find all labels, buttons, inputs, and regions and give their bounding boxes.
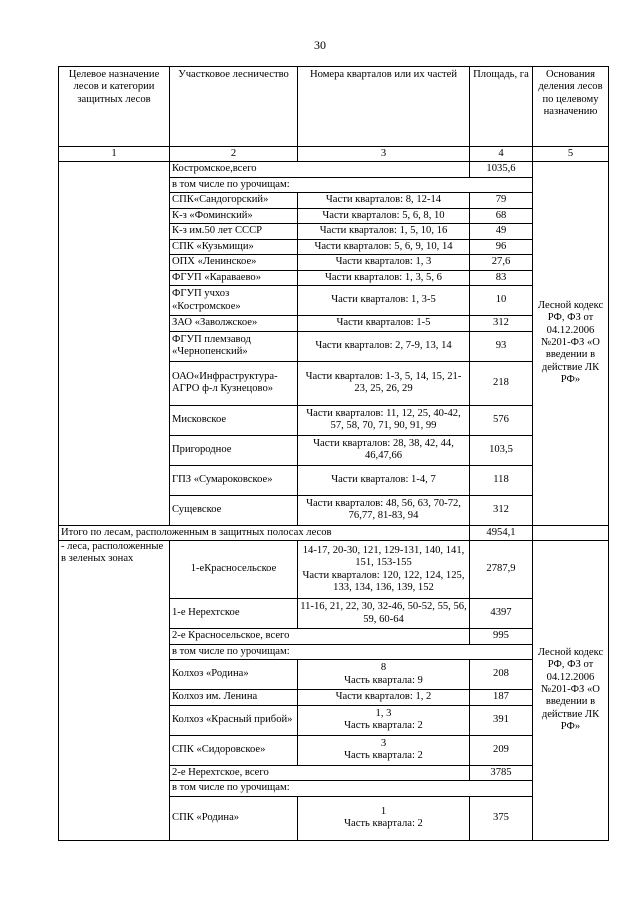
tract-name: Мисковское <box>170 405 298 435</box>
tract-name: Колхоз им. Ленина <box>170 690 298 706</box>
tract-area: 218 <box>470 361 533 405</box>
tract-area: 312 <box>470 316 533 332</box>
tract-quarters: Части кварталов: 1, 5, 10, 16 <box>298 224 470 240</box>
tract-area: 375 <box>470 796 533 840</box>
header-row <box>59 67 609 147</box>
tract-name: СПК «Кузьмищи» <box>170 239 298 255</box>
header-district: Участковое лесничество <box>170 67 298 147</box>
quarters-full: 1, 3 <box>375 707 392 719</box>
tract-quarters: Части кварталов: 1, 2 <box>298 690 470 706</box>
forest-table <box>58 66 609 841</box>
tract-quarters: Части кварталов: 1-4, 7 <box>298 465 470 495</box>
district-total-area: 3785 <box>470 765 533 781</box>
tract-name: СПК«Сандогорский» <box>170 193 298 209</box>
col-number: 1 <box>59 147 170 162</box>
quarters-full: 1 <box>380 805 387 817</box>
tract-name: Колхоз «Красный прибой» <box>170 705 298 735</box>
tract-quarters: Части кварталов: 1-3, 5, 14, 15, 21-23, 25, 26, 29 <box>298 361 470 405</box>
tract-name: ГПЗ «Сумароковское» <box>170 465 298 495</box>
including-label: в том числе по урочищам: <box>170 644 533 660</box>
tract-name: К-з «Фоминский» <box>170 208 298 224</box>
tract-name: Колхоз «Родина» <box>170 660 298 690</box>
tract-name: СПК «Родина» <box>170 796 298 840</box>
tract-area: 103,5 <box>470 435 533 465</box>
table-row <box>59 162 609 178</box>
tract-name: К-з им.50 лет СССР <box>170 224 298 240</box>
tract-name: ФГУП «Караваево» <box>170 270 298 286</box>
including-label: в том числе по урочищам: <box>170 781 533 797</box>
basis-cell: Лесной кодекс РФ, ФЗ от 04.12.2006 №201-ФЗ «О введении в действие ЛК РФ» <box>533 541 609 841</box>
tract-area: 93 <box>470 331 533 361</box>
tract-quarters <box>298 796 470 840</box>
quarters-parts: Часть квартала: 2 <box>344 720 423 731</box>
tract-area: 83 <box>470 270 533 286</box>
header-quarters: Номера кварталов или их частей <box>298 67 470 147</box>
tract-name: ОАО«Инфраструктура-АГРО ф-л Кузнецово» <box>170 361 298 405</box>
tract-name: ОПХ «Ленинское» <box>170 255 298 271</box>
total-row <box>59 525 609 541</box>
header-purpose: Целевое назначение лесов и категории защитных лесов <box>59 67 170 147</box>
tract-quarters <box>298 735 470 765</box>
district-name: 1-еКрасносельское <box>170 541 298 599</box>
tract-area: 10 <box>470 286 533 316</box>
quarters-parts: Части кварталов: 120, 122, 124, 125, 133, 134, 136, 139, 152 <box>302 569 465 593</box>
quarters-full: 14-17, 20-30, 121, 129-131, 140, 141, 151, 153-155 <box>302 544 465 569</box>
district-quarters: 11-16, 21, 22, 30, 32-46, 50-52, 55, 56, 59, 60-64 <box>298 599 470 629</box>
tract-quarters: Части кварталов: 5, 6, 9, 10, 14 <box>298 239 470 255</box>
tract-quarters: Части кварталов: 1-5 <box>298 316 470 332</box>
tract-area: 391 <box>470 705 533 735</box>
tract-area: 96 <box>470 239 533 255</box>
col-number: 4 <box>470 147 533 162</box>
tract-name: ЗАО «Заволжское» <box>170 316 298 332</box>
district-name: 1-е Нерехтское <box>170 599 298 629</box>
quarters-parts: Часть квартала: 2 <box>344 818 423 829</box>
tract-area: 27,6 <box>470 255 533 271</box>
tract-quarters: Части кварталов: 5, 6, 8, 10 <box>298 208 470 224</box>
district-quarters <box>298 541 470 599</box>
header-basis: Основания деления лесов по целевому назначению <box>533 67 609 147</box>
tract-quarters: Части кварталов: 1, 3, 5, 6 <box>298 270 470 286</box>
category-green-zones: - леса, расположенные в зеленых зонах <box>59 541 170 841</box>
quarters-parts: Часть квартала: 9 <box>344 674 423 686</box>
tract-name: ФГУП учхоз «Костромское» <box>170 286 298 316</box>
tract-name: ФГУП племзавод «Чернопенский» <box>170 331 298 361</box>
district-total-area: 1035,6 <box>470 162 533 178</box>
header-area: Площадь, га <box>470 67 533 147</box>
tract-area: 187 <box>470 690 533 706</box>
tract-name: Сущевское <box>170 495 298 525</box>
tract-area: 79 <box>470 193 533 209</box>
total-label: Итого по лесам, расположенным в защитных полосах лесов <box>59 525 470 541</box>
col-number: 2 <box>170 147 298 162</box>
category-cell-empty <box>59 162 170 526</box>
tract-area: 68 <box>470 208 533 224</box>
tract-quarters: Части кварталов: 11, 12, 25, 40-42, 57, 58, 70, 71, 90, 91, 99 <box>298 405 470 435</box>
tract-name: СПК «Сидоровское» <box>170 735 298 765</box>
total-area: 4954,1 <box>470 525 533 541</box>
quarters-full: 3 <box>380 737 387 749</box>
district-area: 2787,9 <box>470 541 533 599</box>
table-row <box>59 541 609 599</box>
tract-quarters: Части кварталов: 1, 3-5 <box>298 286 470 316</box>
tract-area: 576 <box>470 405 533 435</box>
col-number: 3 <box>298 147 470 162</box>
tract-area: 208 <box>470 660 533 690</box>
tract-quarters: Части кварталов: 8, 12-14 <box>298 193 470 209</box>
col-number: 5 <box>533 147 609 162</box>
district-total-name: Костромское,всего <box>170 162 470 178</box>
tract-quarters: Части кварталов: 2, 7-9, 13, 14 <box>298 331 470 361</box>
tract-quarters: Части кварталов: 1, 3 <box>298 255 470 271</box>
district-total-name: 2-е Нерехтское, всего <box>170 765 470 781</box>
district-area: 4397 <box>470 599 533 629</box>
tract-area: 118 <box>470 465 533 495</box>
column-numbers-row <box>59 147 609 162</box>
district-total-area: 995 <box>470 629 533 645</box>
quarters-full: 8 <box>380 662 387 674</box>
basis-cell: Лесной кодекс РФ, ФЗ от 04.12.2006 №201-ФЗ «О введении в действие ЛК РФ» <box>533 162 609 526</box>
tract-area: 49 <box>470 224 533 240</box>
tract-quarters: Части кварталов: 48, 56, 63, 70-72, 76,77, 81-83, 94 <box>298 495 470 525</box>
tract-quarters <box>298 660 470 690</box>
tract-name: Пригородное <box>170 435 298 465</box>
tract-quarters: Части кварталов: 28, 38, 42, 44, 46,47,66 <box>298 435 470 465</box>
tract-area: 209 <box>470 735 533 765</box>
quarters-parts: Часть квартала: 2 <box>344 750 423 761</box>
tract-quarters <box>298 705 470 735</box>
total-basis-empty <box>533 525 609 541</box>
tract-area: 312 <box>470 495 533 525</box>
including-label: в том числе по урочищам: <box>170 177 533 193</box>
page-number: 30 <box>314 38 326 52</box>
district-total-name: 2-е Красносельское, всего <box>170 629 470 645</box>
